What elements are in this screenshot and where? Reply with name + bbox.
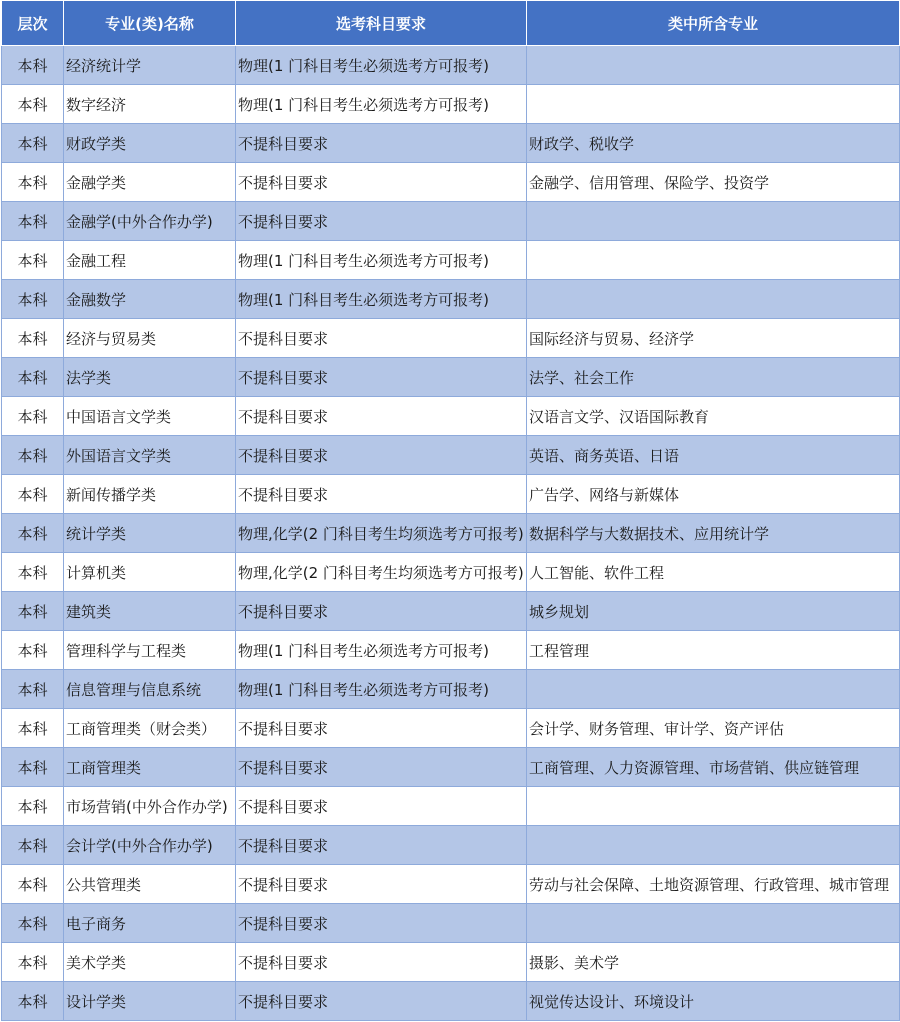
table-row [2,241,900,280]
cell-level: 本科 [2,202,64,241]
table-row [2,709,900,748]
cell-level: 本科 [2,280,64,319]
cell-major-name: 经济与贸易类 [64,319,236,358]
cell-subject-requirement: 不提科目要求 [236,709,527,748]
cell-level: 本科 [2,982,64,1021]
cell-subject-requirement: 不提科目要求 [236,436,527,475]
table-row [2,124,900,163]
cell-included-majors [527,85,900,124]
table-row [2,46,900,85]
cell-subject-requirement: 不提科目要求 [236,319,527,358]
table-row [2,670,900,709]
cell-subject-requirement: 不提科目要求 [236,592,527,631]
cell-level: 本科 [2,358,64,397]
header-included-majors: 类中所含专业 [527,1,900,46]
header-subject-requirement: 选考科目要求 [236,1,527,46]
cell-subject-requirement: 物理,化学(2 门科目考生均须选考方可报考) [236,514,527,553]
table-row [2,202,900,241]
table-row [2,826,900,865]
cell-included-majors: 城乡规划 [527,592,900,631]
cell-included-majors: 汉语言文学、汉语国际教育 [527,397,900,436]
cell-subject-requirement: 不提科目要求 [236,124,527,163]
cell-subject-requirement: 不提科目要求 [236,397,527,436]
cell-subject-requirement: 不提科目要求 [236,163,527,202]
cell-major-name: 财政学类 [64,124,236,163]
table-row [2,748,900,787]
cell-level: 本科 [2,787,64,826]
cell-level: 本科 [2,85,64,124]
cell-level: 本科 [2,865,64,904]
cell-subject-requirement: 不提科目要求 [236,748,527,787]
cell-included-majors [527,826,900,865]
cell-included-majors: 工程管理 [527,631,900,670]
header-level: 层次 [2,1,64,46]
cell-subject-requirement: 物理,化学(2 门科目考生均须选考方可报考) [236,553,527,592]
cell-level: 本科 [2,46,64,85]
cell-level: 本科 [2,514,64,553]
table-row [2,592,900,631]
table-row [2,553,900,592]
cell-included-majors [527,280,900,319]
cell-major-name: 管理科学与工程类 [64,631,236,670]
cell-subject-requirement: 不提科目要求 [236,475,527,514]
table-row [2,787,900,826]
cell-major-name: 统计学类 [64,514,236,553]
cell-major-name: 法学类 [64,358,236,397]
cell-included-majors [527,46,900,85]
table-body [2,46,900,1021]
cell-subject-requirement: 不提科目要求 [236,904,527,943]
cell-subject-requirement: 物理(1 门科目考生必须选考方可报考) [236,85,527,124]
cell-subject-requirement: 物理(1 门科目考生必须选考方可报考) [236,280,527,319]
cell-major-name: 建筑类 [64,592,236,631]
cell-subject-requirement: 不提科目要求 [236,787,527,826]
table-row [2,163,900,202]
cell-included-majors [527,670,900,709]
cell-subject-requirement: 物理(1 门科目考生必须选考方可报考) [236,631,527,670]
cell-included-majors: 工商管理、人力资源管理、市场营销、供应链管理 [527,748,900,787]
cell-included-majors: 法学、社会工作 [527,358,900,397]
header-row [2,1,900,46]
cell-included-majors: 数据科学与大数据技术、应用统计学 [527,514,900,553]
table-row [2,982,900,1021]
cell-level: 本科 [2,826,64,865]
table-row [2,358,900,397]
table-row [2,280,900,319]
table-row [2,865,900,904]
cell-included-majors: 人工智能、软件工程 [527,553,900,592]
cell-subject-requirement: 不提科目要求 [236,358,527,397]
cell-level: 本科 [2,709,64,748]
cell-level: 本科 [2,553,64,592]
cell-level: 本科 [2,436,64,475]
cell-major-name: 市场营销(中外合作办学) [64,787,236,826]
table-row [2,475,900,514]
cell-level: 本科 [2,943,64,982]
cell-subject-requirement: 不提科目要求 [236,826,527,865]
cell-major-name: 电子商务 [64,904,236,943]
cell-major-name: 金融数学 [64,280,236,319]
cell-included-majors [527,241,900,280]
cell-included-majors: 会计学、财务管理、审计学、资产评估 [527,709,900,748]
cell-level: 本科 [2,241,64,280]
cell-included-majors [527,904,900,943]
cell-major-name: 新闻传播学类 [64,475,236,514]
table-row [2,436,900,475]
table-row [2,319,900,358]
cell-major-name: 中国语言文学类 [64,397,236,436]
cell-included-majors: 财政学、税收学 [527,124,900,163]
cell-level: 本科 [2,592,64,631]
cell-level: 本科 [2,475,64,514]
cell-subject-requirement: 物理(1 门科目考生必须选考方可报考) [236,670,527,709]
cell-major-name: 信息管理与信息系统 [64,670,236,709]
cell-included-majors: 劳动与社会保障、土地资源管理、行政管理、城市管理 [527,865,900,904]
cell-included-majors: 广告学、网络与新媒体 [527,475,900,514]
header-major-name: 专业(类)名称 [64,1,236,46]
cell-major-name: 美术学类 [64,943,236,982]
cell-level: 本科 [2,904,64,943]
cell-level: 本科 [2,631,64,670]
cell-subject-requirement: 物理(1 门科目考生必须选考方可报考) [236,46,527,85]
cell-major-name: 金融工程 [64,241,236,280]
cell-major-name: 设计学类 [64,982,236,1021]
cell-included-majors: 金融学、信用管理、保险学、投资学 [527,163,900,202]
cell-subject-requirement: 不提科目要求 [236,202,527,241]
cell-major-name: 计算机类 [64,553,236,592]
cell-level: 本科 [2,124,64,163]
cell-subject-requirement: 物理(1 门科目考生必须选考方可报考) [236,241,527,280]
cell-level: 本科 [2,397,64,436]
cell-major-name: 金融学类 [64,163,236,202]
majors-table [1,0,900,1021]
table-row [2,514,900,553]
cell-level: 本科 [2,163,64,202]
cell-included-majors: 摄影、美术学 [527,943,900,982]
cell-major-name: 工商管理类（财会类） [64,709,236,748]
table-row [2,397,900,436]
cell-subject-requirement: 不提科目要求 [236,865,527,904]
cell-major-name: 公共管理类 [64,865,236,904]
cell-included-majors: 英语、商务英语、日语 [527,436,900,475]
table-row [2,631,900,670]
cell-major-name: 金融学(中外合作办学) [64,202,236,241]
cell-major-name: 外国语言文学类 [64,436,236,475]
cell-major-name: 会计学(中外合作办学) [64,826,236,865]
cell-major-name: 工商管理类 [64,748,236,787]
cell-major-name: 数字经济 [64,85,236,124]
cell-subject-requirement: 不提科目要求 [236,982,527,1021]
cell-major-name: 经济统计学 [64,46,236,85]
cell-subject-requirement: 不提科目要求 [236,943,527,982]
cell-included-majors: 视觉传达设计、环境设计 [527,982,900,1021]
table-row [2,943,900,982]
cell-level: 本科 [2,670,64,709]
cell-level: 本科 [2,319,64,358]
cell-included-majors: 国际经济与贸易、经济学 [527,319,900,358]
table-row [2,85,900,124]
cell-level: 本科 [2,748,64,787]
cell-included-majors [527,787,900,826]
cell-included-majors [527,202,900,241]
table-row [2,904,900,943]
